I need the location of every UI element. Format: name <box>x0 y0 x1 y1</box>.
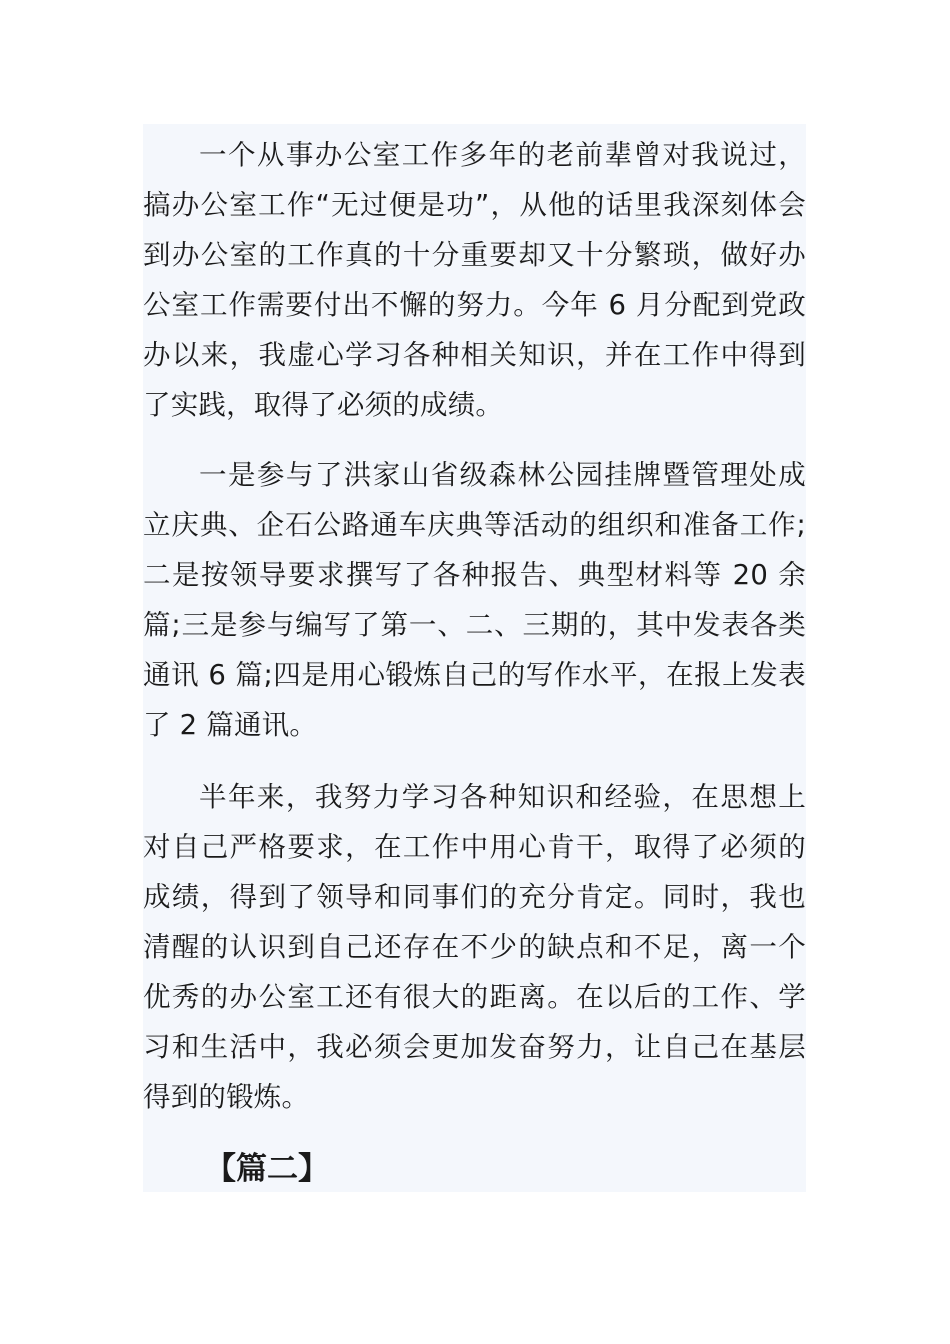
paragraph-2: 一是参与了洪家山省级森林公园挂牌暨管理处成立庆典、企石公路通车庆典等活动的组织和准备工作;二是按领导要求撰写了各种报告、典型材料等 20 余篇;三是参与编写了第一、二、三期的，其中发表各类通讯 6 篇;四是用心锻炼自己的写作水平，在报上发表了 2 篇通讯。 <box>143 459 806 741</box>
content-block <box>143 124 806 1192</box>
paragraph-1: 一个从事办公室工作多年的老前辈曾对我说过，搞办公室工作“无过便是功”，从他的话里我深刻体会到办公室的工作真的十分重要却又十分繁琐，做好办公室工作需要付出不懈的努力。今年 6 月分配到党政办以来，我虚心学习各种相关知识，并在工作中得到了实践，取得了必须的成绩。 <box>143 139 806 421</box>
paragraph-3: 半年来，我努力学习各种知识和经验，在思想上对自己严格要求，在工作中用心肯干，取得了必须的成绩，得到了领导和同事们的充分肯定。同时，我也清醒的认识到自己还存在不少的缺点和不足，离一个优秀的办公室工还有很大的距离。在以后的工作、学习和生活中，我必须会更加发奋努力，让自己在基层得到的锻炼。 <box>143 781 806 1113</box>
section-heading: 【篇二】 <box>205 1151 329 1187</box>
